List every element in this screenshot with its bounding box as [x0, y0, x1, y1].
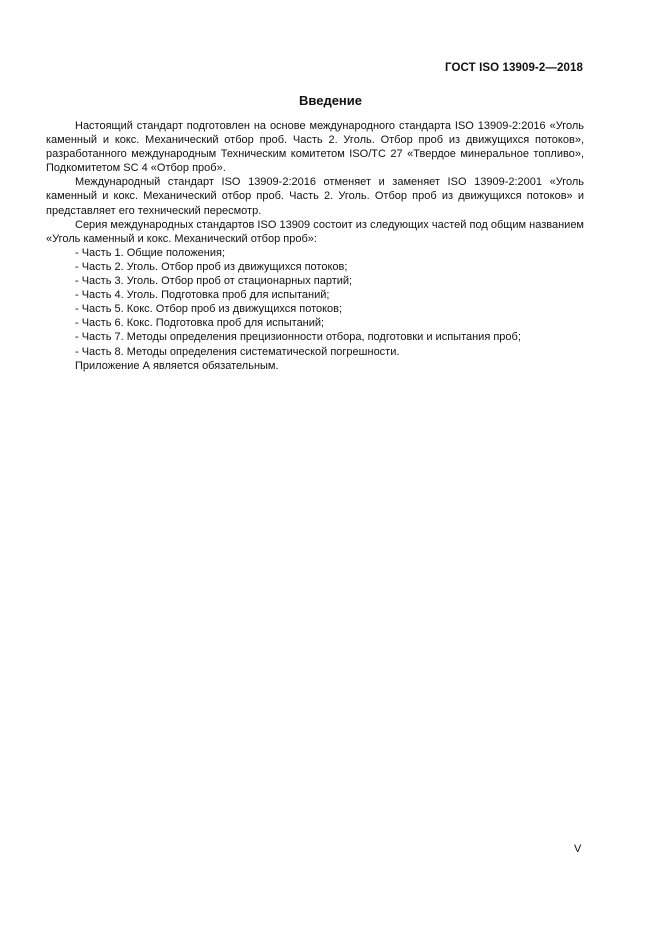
paragraph-replacement: Международный стандарт ISO 13909-2:2016 отменяет и заменяет ISO 13909-2:2001 «Уголь каменный и кокс. Механический отбор проб. Часть 2. Уголь. Отбор проб из движущихся потоков» и представляет его технический пересмотр.	[46, 176, 584, 217]
list-item: - Часть 4. Уголь. Подготовка проб для испытаний;	[75, 289, 330, 302]
section-title: Введение	[299, 93, 362, 108]
parts-list	[46, 246, 584, 359]
paragraph-annex: Приложение А является обязательным.	[75, 359, 279, 372]
list-item: - Часть 3. Уголь. Отбор проб от стационарных партий;	[75, 275, 353, 288]
list-item: - Часть 2. Уголь. Отбор проб из движущихся потоков;	[75, 260, 348, 273]
paragraph-series: Серия международных стандартов ISO 13909 состоит из следующих частей под общим названием «Уголь каменный и кокс. Механический отбор проб»:	[46, 218, 584, 245]
list-item: - Часть 1. Общие положения;	[75, 246, 226, 259]
document-body	[46, 119, 584, 373]
list-item: - Часть 5. Кокс. Отбор проб из движущихся потоков;	[75, 303, 343, 316]
paragraph-basis: Настоящий стандарт подготовлен на основе международного стандарта ISO 13909-2:2016 «Уголь каменный и кокс. Механический отбор проб. Часть 2. Уголь. Отбор проб из движущихся потоков», разработанного международным Техническим комитетом ISO/TC 27 «Твердое минеральное топливо», Подкомитетом SC 4 «Отбор проб».	[46, 120, 584, 175]
list-item: - Часть 8. Методы определения систематической погрешности.	[75, 345, 400, 358]
list-item: - Часть 7. Методы определения прецизионности отбора, подготовки и испытания проб;	[75, 331, 521, 344]
document-id: ГОСТ ISO 13909-2—2018	[445, 62, 583, 74]
page-number: V	[574, 843, 582, 855]
list-item: - Часть 6. Кокс. Подготовка проб для испытаний;	[75, 317, 325, 330]
